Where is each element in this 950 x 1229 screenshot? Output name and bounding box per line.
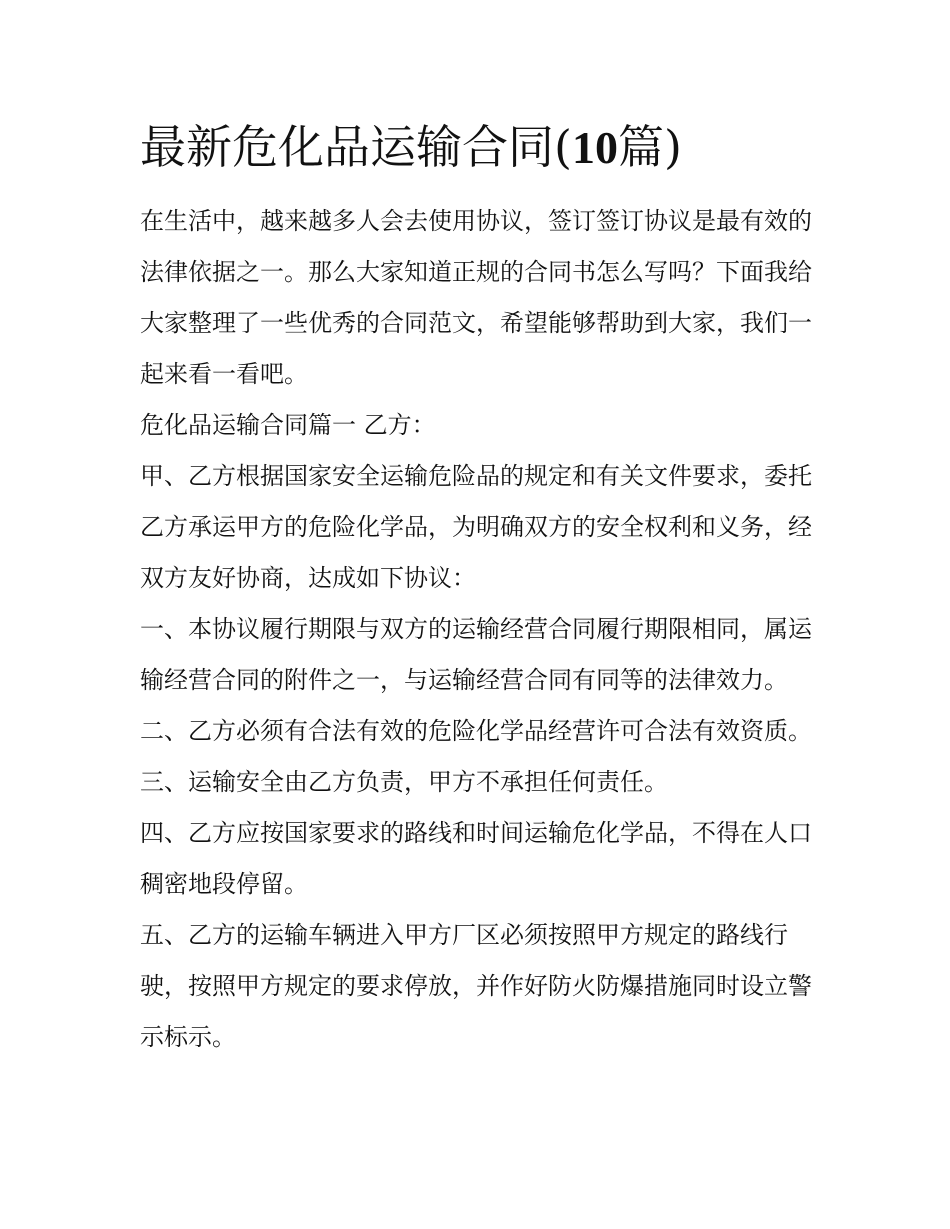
title-main: 最新危化品运输合同 [140, 120, 554, 174]
paragraph-intro: 在生活中，越来越多人会去使用协议，签订签订协议是最有效的法律依据之一。那么大家知道正规的合同书怎么写吗？下面我给大家整理了一些优秀的合同范文，希望能够帮助到大家，我们一起来看一看吧。 [140, 207, 812, 388]
paragraph-clause-5: 五、乙方的运输车辆进入甲方厂区必须按照甲方规定的路线行驶，按照甲方规定的要求停放，并作好防火防爆措施同时设立警示标示。 [140, 921, 812, 1051]
document-body [140, 196, 815, 1063]
paragraph-section-heading: 危化品运输合同篇一 乙方： [140, 411, 436, 439]
title-number: 10 [571, 122, 618, 173]
title-close: 篇) [617, 120, 682, 174]
paragraph-clause-1: 一、本协议履行期限与双方的运输经营合同履行期限相同，属运输经营合同的附件之一，与运输经营合同有同等的法律效力。 [140, 615, 812, 694]
title-open-paren: ( [554, 120, 572, 174]
paragraph-preamble: 甲、乙方根据国家安全运输危险品的规定和有关文件要求，委托乙方承运甲方的危险化学品，为明确双方的安全权利和义务，经双方友好协商，达成如下协议： [140, 462, 812, 592]
paragraph-clause-4: 四、乙方应按国家要求的路线和时间运输危化学品，不得在人口稠密地段停留。 [140, 819, 812, 898]
paragraph-clause-2-3: 二、乙方必须有合法有效的危险化学品经营许可合法有效资质。 三、运输安全由乙方负责，甲方不承担任何责任。 [140, 717, 812, 796]
document-title [140, 112, 840, 183]
